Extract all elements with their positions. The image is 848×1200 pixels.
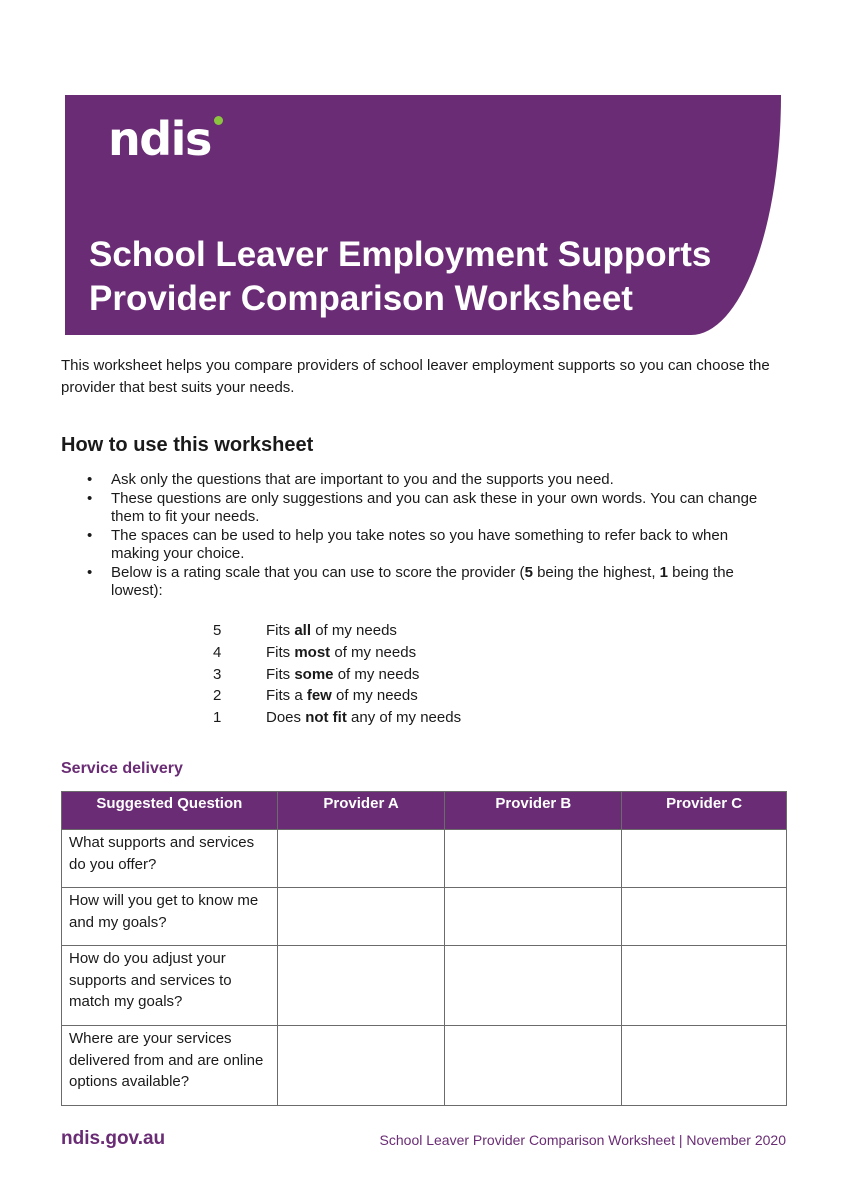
rating-bold-text: some — [294, 665, 334, 683]
rating-text: any of my needs — [346, 709, 462, 727]
provider-a-notes-cell[interactable] — [277, 830, 445, 888]
rating-bold-text: not fit — [305, 709, 347, 727]
question-cell: What supports and services do you offer? — [62, 830, 278, 888]
rating-text: of my needs — [333, 665, 420, 683]
rating-description — [266, 707, 461, 729]
rating-text: of my needs — [330, 643, 417, 661]
provider-b-notes-cell[interactable] — [445, 830, 622, 888]
provider-b-notes-cell[interactable] — [445, 888, 622, 946]
rating-number: 4 — [213, 643, 222, 661]
logo-green-dot — [214, 116, 223, 125]
column-header-provider-a: Provider A — [277, 792, 445, 830]
rating-text: of my needs — [311, 622, 397, 639]
provider-a-notes-cell[interactable] — [277, 946, 445, 1026]
page-title — [89, 233, 711, 321]
column-header-question: Suggested Question — [62, 792, 278, 830]
column-header-provider-b: Provider B — [445, 792, 622, 830]
provider-c-notes-cell[interactable] — [622, 888, 787, 946]
bullet-item: • These questions are only suggestions and you can ask these in your own words. You can change them to fit your needs. — [84, 490, 774, 527]
bullet-item — [84, 564, 774, 601]
rating-description — [266, 620, 397, 642]
rating-bold-text: few — [306, 687, 332, 705]
provider-c-notes-cell[interactable] — [622, 830, 787, 888]
bullet-text: being the highest, — [532, 563, 660, 581]
provider-a-notes-cell[interactable] — [277, 888, 445, 946]
rating-number: 3 — [213, 665, 222, 683]
ndis-logo: ndis — [108, 112, 211, 166]
rating-text: Fits — [266, 643, 295, 661]
rating-bold-text: all — [294, 622, 312, 639]
provider-c-notes-cell[interactable] — [622, 946, 787, 1026]
how-to-bullet-list — [84, 471, 774, 601]
table-row — [62, 946, 787, 1026]
question-cell: Where are your services delivered from and are online options available? — [62, 1026, 278, 1106]
column-header-provider-c: Provider C — [622, 792, 787, 830]
bullet-bold-text: 5 — [524, 563, 533, 581]
header-banner — [65, 95, 781, 335]
rating-scale-row — [213, 620, 461, 642]
rating-scale-row — [213, 707, 461, 729]
bullet-text: being the lowest): — [111, 563, 734, 599]
question-cell: How do you adjust your supports and services to match my goals? — [62, 946, 278, 1026]
rating-number: 2 — [213, 687, 222, 705]
rating-scale — [213, 620, 461, 729]
table-row — [62, 830, 787, 888]
rating-bold-text: most — [294, 643, 331, 661]
provider-b-notes-cell[interactable] — [445, 1026, 622, 1106]
footer-website-link[interactable]: ndis.gov.au — [61, 1128, 166, 1149]
question-cell: How will you get to know me and my goals? — [62, 888, 278, 946]
how-to-heading: How to use this worksheet — [61, 434, 314, 456]
table-header-row — [62, 792, 787, 830]
footer-document-info: School Leaver Provider Comparison Worksheet | November 2020 — [379, 1132, 786, 1148]
rating-number: 5 — [213, 622, 222, 639]
rating-text: of my needs — [331, 687, 418, 705]
bullet-item: • The spaces can be used to help you take notes so you have something to refer back to when making your choice. — [84, 527, 774, 564]
rating-number: 1 — [213, 709, 222, 727]
intro-paragraph: This worksheet helps you compare providers of school leaver employment supports so you can choose the provider that best suits your needs. — [61, 357, 770, 396]
rating-scale-row — [213, 685, 461, 707]
rating-text: Fits — [266, 622, 295, 639]
provider-c-notes-cell[interactable] — [622, 1026, 787, 1106]
provider-a-notes-cell[interactable] — [277, 1026, 445, 1106]
rating-scale-row — [213, 642, 461, 664]
bullet-bold-text: 1 — [659, 563, 669, 581]
rating-text: Does — [266, 709, 306, 727]
comparison-table — [61, 791, 787, 1106]
page-title-line-2: Provider Comparison Worksheet — [89, 279, 633, 318]
table-row — [62, 888, 787, 946]
rating-description — [266, 685, 418, 707]
rating-description — [266, 664, 419, 686]
rating-description — [266, 642, 416, 664]
bullet-text: Below is a rating scale that you can use to score the provider ( — [111, 563, 525, 581]
table-row — [62, 1026, 787, 1106]
rating-text: Fits — [266, 665, 295, 683]
rating-scale-row — [213, 664, 461, 686]
rating-text: Fits a — [266, 687, 307, 705]
page-title-line-1: School Leaver Employment Supports — [89, 235, 712, 274]
provider-b-notes-cell[interactable] — [445, 946, 622, 1026]
bullet-item: • Ask only the questions that are important to you and the supports you need. — [84, 471, 774, 490]
service-delivery-heading: Service delivery — [61, 760, 183, 777]
